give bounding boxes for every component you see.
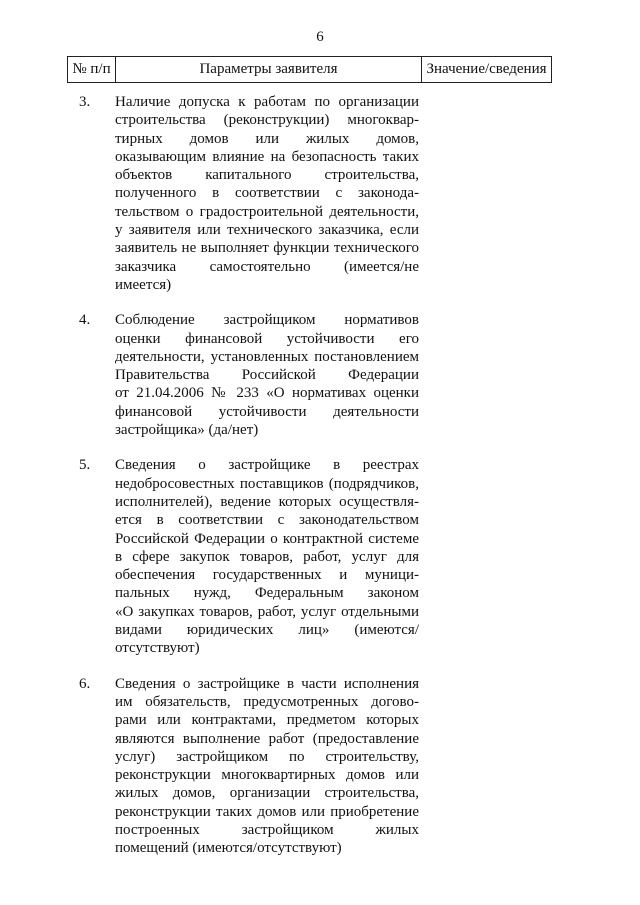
text-line: Сведения о застройщике в реестрах — [115, 457, 419, 474]
text-line: у заявителя или технического заказчика, если — [115, 222, 419, 239]
text-line: деятельности, установленных постановлением — [115, 348, 419, 365]
text-line: в сфере закупок товаров, работ, услуг для — [115, 548, 419, 565]
text-line: Соблюдение застройщиком нормативов — [115, 312, 419, 329]
text-line: реконструкции таких домов или приобретение — [115, 803, 419, 820]
table-row — [67, 675, 551, 858]
text-line: реконструкции многоквартирных домов или — [115, 767, 419, 784]
text-line: финансовой устойчивости деятельности — [115, 403, 419, 420]
text-line: жилых домов, организации строительства, — [115, 785, 419, 802]
parameters-table-header — [67, 56, 552, 83]
page-number: 6 — [316, 29, 324, 45]
text-line: видами юридических лиц» (имеются/ — [115, 622, 419, 639]
text-line: Правительства Российской Федерации — [115, 367, 419, 384]
text-line: помещений (имеются/отсутствуют) — [115, 840, 342, 857]
parameters-list — [67, 93, 551, 875]
parameter-description — [115, 93, 419, 294]
text-line: Наличие допуска к работам по организации — [115, 94, 419, 110]
text-line: застройщика» (да/нет) — [115, 422, 259, 439]
text-line: полученного в соответствии с законода- — [115, 185, 419, 202]
text-line: строительства (реконструкции) многоквар- — [115, 112, 419, 129]
column-header-parameters: Параметры заявителя — [116, 57, 422, 83]
text-line: рами или контрактами, предметом которых — [115, 712, 419, 729]
text-line: «О закупках товаров, работ, услуг отдельными — [115, 603, 419, 620]
row-number: 5. — [79, 457, 91, 474]
text-line: Сведения о застройщике в части исполнения — [115, 675, 419, 692]
parameter-description — [115, 311, 419, 439]
text-line: ется в соответствии с законодательством — [115, 512, 419, 529]
text-line: Российской Федерации о контрактной системе — [115, 530, 419, 547]
row-number: 4. — [79, 312, 91, 329]
text-line: оценки финансовой устойчивости его — [115, 330, 419, 347]
parameter-description — [115, 675, 419, 858]
text-line: обеспечения государственных и муници- — [115, 567, 419, 584]
text-line: тельством о градостроительной деятельности, — [115, 203, 419, 220]
column-header-number: № п/п — [68, 57, 116, 83]
column-header-value: Значение/сведения — [422, 57, 552, 83]
text-line: оказывающим влияние на безопасность таких — [115, 148, 419, 165]
text-line: являются выполнение работ (предоставление — [115, 730, 419, 747]
table-row — [67, 311, 551, 439]
text-line: построенных застройщиком жилых — [115, 821, 419, 838]
text-line: им обязательств, предусмотренных догово- — [115, 693, 419, 710]
text-line: услуг) застройщиком по строительству, — [115, 748, 419, 765]
text-line: от 21.04.2006 № 233 «О нормативах оценки — [115, 385, 419, 402]
text-line: исполнителей), ведение которых осуществля- — [115, 493, 419, 510]
text-line: пальных нужд, Федеральным законом — [115, 585, 419, 602]
text-line: объектов капитального строительства, — [115, 167, 419, 184]
text-line: недобросовестных поставщиков (подрядчиков, — [115, 475, 419, 492]
table-header-row — [68, 57, 552, 83]
text-line: имеется) — [115, 276, 172, 293]
table-row — [67, 456, 551, 657]
parameter-description — [115, 456, 419, 657]
row-number: 6. — [79, 675, 91, 692]
row-number: 3. — [79, 94, 91, 110]
text-line: отсутствуют) — [115, 640, 200, 657]
text-line: тирных домов или жилых домов, — [115, 130, 419, 147]
text-line: заявитель не выполняет функции технического — [115, 240, 419, 257]
table-row — [67, 93, 551, 294]
text-line: заказчика самостоятельно (имеется/не — [115, 258, 419, 275]
